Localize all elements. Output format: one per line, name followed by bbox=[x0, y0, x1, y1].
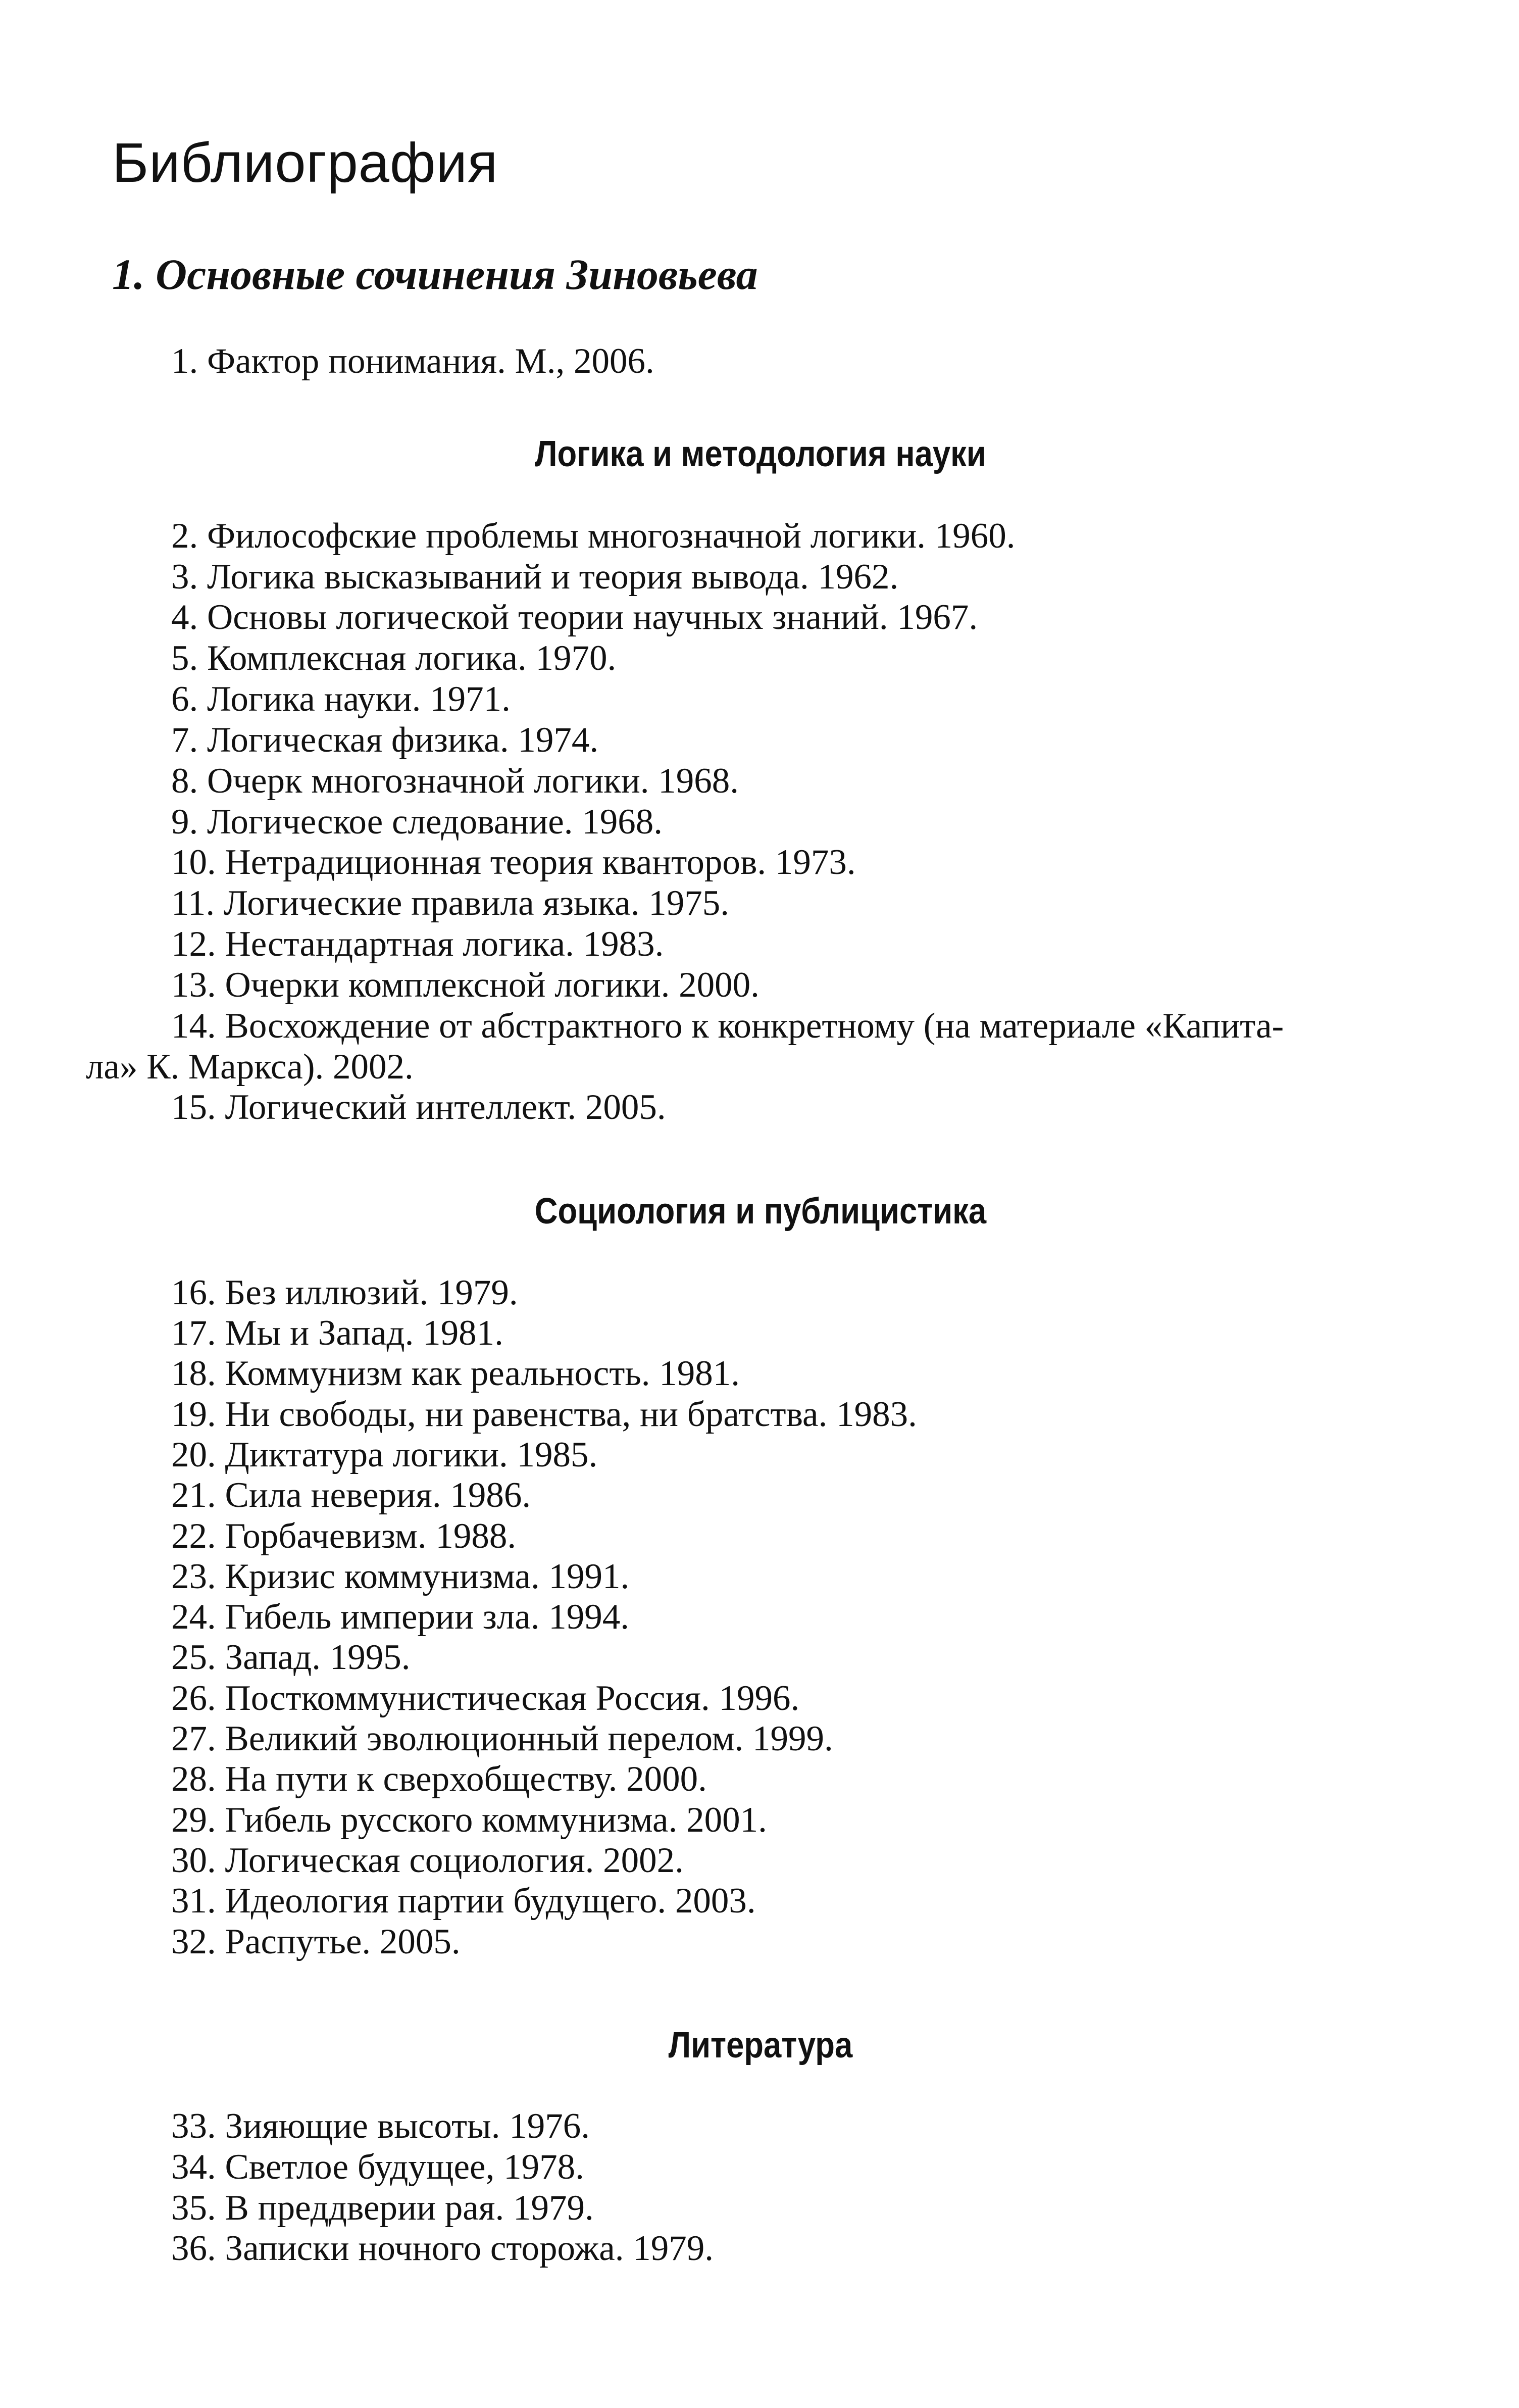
bibliography-entry: 27. Великий эволюционный перелом. 1999. bbox=[171, 1719, 833, 1758]
bibliography-entry: 7. Логическая физика. 1974. bbox=[171, 720, 599, 760]
bibliography-entry: 10. Нетрадиционная теория кванторов. 1973. bbox=[171, 843, 856, 882]
bibliography-entry: 19. Ни свободы, ни равенства, ни братства. 1983. bbox=[171, 1395, 917, 1434]
bibliography-entry: 31. Идеология партии будущего. 2003. bbox=[171, 1881, 756, 1921]
page-title: Библиография bbox=[112, 132, 498, 194]
bibliography-entry: 30. Логическая социология. 2002. bbox=[171, 1841, 684, 1880]
bibliography-entry: 3. Логика высказываний и теория вывода. 1962. bbox=[171, 557, 899, 597]
subheading-literature: Литература bbox=[668, 2025, 853, 2066]
bibliography-entry: 5. Комплексная логика. 1970. bbox=[171, 638, 617, 678]
bibliography-entry: 36. Записки ночного сторожа. 1979. bbox=[171, 2229, 714, 2268]
bibliography-entry: 23. Кризис коммунизма. 1991. bbox=[171, 1557, 630, 1596]
bibliography-entry: 8. Очерк многозначной логики. 1968. bbox=[171, 761, 739, 801]
bibliography-entry: 28. На пути к сверхобществу. 2000. bbox=[171, 1759, 707, 1799]
bibliography-entry: 35. В преддверии рая. 1979. bbox=[171, 2188, 594, 2228]
bibliography-entry: 21. Сила неверия. 1986. bbox=[171, 1476, 531, 1515]
subheading-sociology: Социология и публицистика bbox=[534, 1191, 987, 1232]
bibliography-entry: 20. Диктатура логики. 1985. bbox=[171, 1435, 598, 1475]
bibliography-entry: 13. Очерки комплексной логики. 2000. bbox=[171, 965, 760, 1005]
bibliography-entry: 18. Коммунизм как реальность. 1981. bbox=[171, 1354, 740, 1393]
section-heading: 1. Основные сочинения Зиновьева bbox=[112, 250, 758, 299]
bibliography-entry: 22. Горбачевизм. 1988. bbox=[171, 1516, 517, 1556]
bibliography-entry: 33. Зияющие высоты. 1976. bbox=[171, 2106, 590, 2146]
bibliography-entry: 2. Философские проблемы многозначной логики. 1960. bbox=[171, 516, 1016, 556]
bibliography-entry-continuation: ла» К. Маркса). 2002. bbox=[86, 1047, 414, 1087]
bibliography-entry: 4. Основы логической теории научных знаний. 1967. bbox=[171, 598, 978, 637]
bibliography-entry: 24. Гибель империи зла. 1994. bbox=[171, 1597, 630, 1637]
bibliography-entry: 9. Логическое следование. 1968. bbox=[171, 802, 663, 842]
bibliography-entry: 14. Восхождение от абстрактного к конкретному (на материале «Капита- bbox=[171, 1006, 1284, 1046]
bibliography-entry: 17. Мы и Запад. 1981. bbox=[171, 1313, 503, 1353]
bibliography-entry: 29. Гибель русского коммунизма. 2001. bbox=[171, 1800, 767, 1840]
bibliography-entry: 6. Логика науки. 1971. bbox=[171, 679, 511, 719]
bibliography-entry: 12. Нестандартная логика. 1983. bbox=[171, 924, 664, 964]
bibliography-entry: 25. Запад. 1995. bbox=[171, 1638, 411, 1677]
bibliography-entry: 34. Светлое будущее, 1978. bbox=[171, 2147, 584, 2187]
bibliography-entry: 1. Фактор понимания. М., 2006. bbox=[171, 341, 654, 381]
subheading-logic: Логика и методология науки bbox=[535, 434, 986, 474]
bibliography-entry: 11. Логические правила языка. 1975. bbox=[171, 883, 729, 923]
bibliography-entry: 26. Посткоммунистическая Россия. 1996. bbox=[171, 1679, 800, 1718]
bibliography-entry: 15. Логический интеллект. 2005. bbox=[171, 1088, 666, 1127]
bibliography-entry: 32. Распутье. 2005. bbox=[171, 1922, 461, 1961]
bibliography-entry: 16. Без иллюзий. 1979. bbox=[171, 1273, 518, 1312]
